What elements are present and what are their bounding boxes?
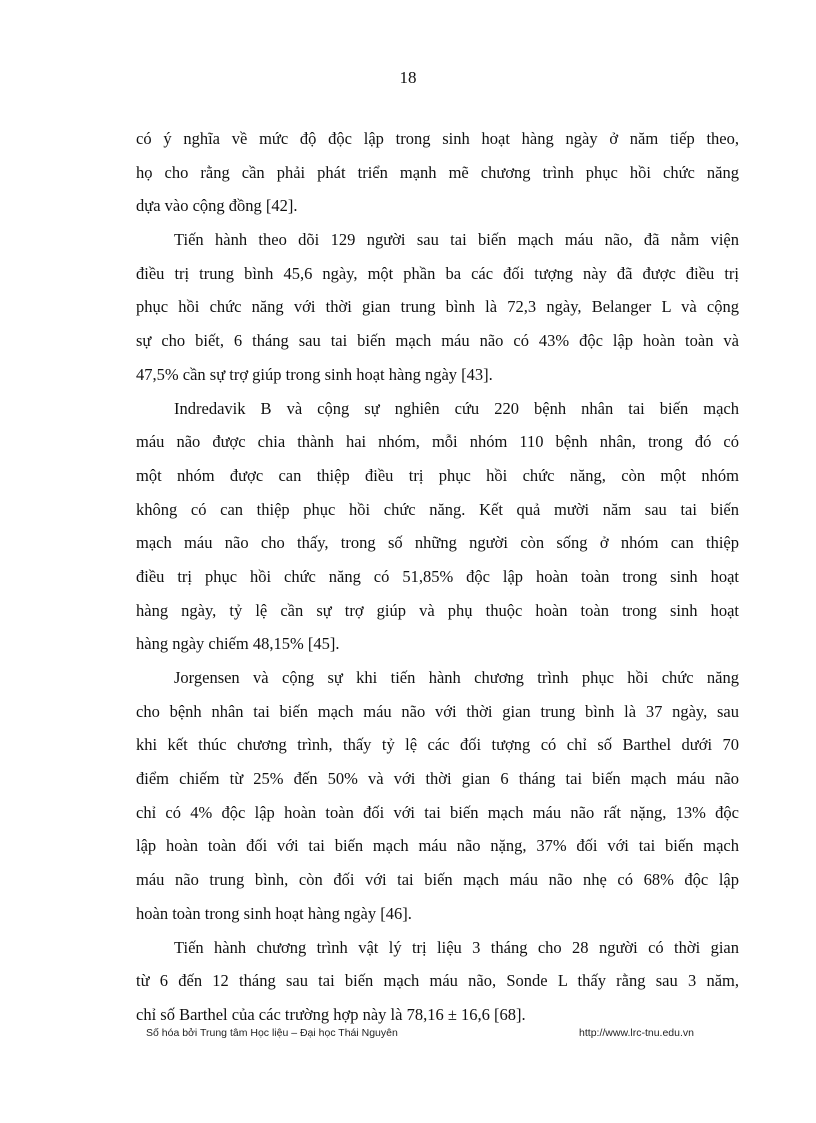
footer-url: http://www.lrc-tnu.edu.vn [579,1027,694,1039]
text-line: mạch máu não cho thấy, trong số những người còn sống ở nhóm can thiệp [136,533,739,553]
text-line: Jorgensen và cộng sự khi tiến hành chương trình phục hồi chức năng [174,668,739,687]
text-line: hàng ngày, tỷ lệ cần sự trợ giúp và phụ thuộc hoàn toàn trong sinh hoạt [136,600,739,620]
text-line: Tiến hành chương trình vật lý trị liệu 3 tháng cho 28 người có thời gian [174,937,739,957]
text-line: dựa vào cộng đồng [42]. [136,196,298,216]
text-line: điều trị phục hồi chức năng có 51,85% độc lập hoàn toàn trong sinh hoạt [136,566,739,586]
page-number: 18 [399,68,417,87]
body-text [136,122,739,1032]
text-line: Indredavik B và cộng sự nghiên cứu 220 bệnh nhân tai biến mạch [174,398,739,418]
text-line: có ý nghĩa về mức độ độc lập trong sinh hoạt hàng ngày ở năm tiếp theo, [136,129,739,148]
text-line: sự cho biết, 6 tháng sau tai biến mạch máu não có 43% độc lập hoàn toàn và [136,331,739,351]
text-line: điều trị trung bình 45,6 ngày, một phần ba các đối tượng này đã được điều trị [136,263,739,283]
text-line: khi kết thúc chương trình, thấy tỷ lệ các đối tượng có chỉ số Barthel dưới 70 [136,735,739,755]
text-line: từ 6 đến 12 tháng sau tai biến mạch máu não, Sonde L thấy rằng sau 3 năm, [136,971,739,991]
text-line: Tiến hành theo dõi 129 người sau tai biến mạch máu não, đã nằm viện [174,230,739,250]
text-line: chỉ số Barthel của các trường hợp này là 78,16 ± 16,6 [68]. [136,1004,526,1024]
text-line: lập hoàn toàn đối với tai biến mạch máu não nặng, 37% đối với tai biến mạch [136,836,739,856]
text-line: họ cho rằng cần phải phát triển mạnh mẽ chương trình phục hồi chức năng [136,162,739,182]
text-line: máu não được chia thành hai nhóm, mỗi nhóm 110 bệnh nhân, trong đó có [136,432,739,452]
text-line: không có can thiệp phục hồi chức năng. Kết quả mười năm sau tai biến [136,499,739,519]
text-line: chỉ có 4% độc lập hoàn toàn đối với tai biến mạch máu não rất nặng, 13% độc [136,802,739,822]
footer-source: Số hóa bởi Trung tâm Học liệu – Đại học Thái Nguyên [146,1027,398,1039]
text-line: cho bệnh nhân tai biến mạch máu não với thời gian trung bình là 37 ngày, sau [136,701,739,721]
text-line: hàng ngày chiếm 48,15% [45]. [136,634,340,654]
text-line: 47,5% cần sự trợ giúp trong sinh hoạt hàng ngày [43]. [136,364,493,384]
text-line: máu não trung bình, còn đối với tai biến mạch máu não nhẹ có 68% độc lập [136,870,739,890]
text-line: một nhóm được can thiệp điều trị phục hồi chức năng, còn một nhóm [136,465,739,485]
text-line: hoàn toàn trong sinh hoạt hàng ngày [46]. [136,903,412,923]
text-line: điểm chiếm từ 25% đến 50% và với thời gian 6 tháng tai biến mạch máu não [136,769,739,789]
text-line: phục hồi chức năng với thời gian trung bình là 72,3 ngày, Belanger L và cộng [136,297,739,317]
